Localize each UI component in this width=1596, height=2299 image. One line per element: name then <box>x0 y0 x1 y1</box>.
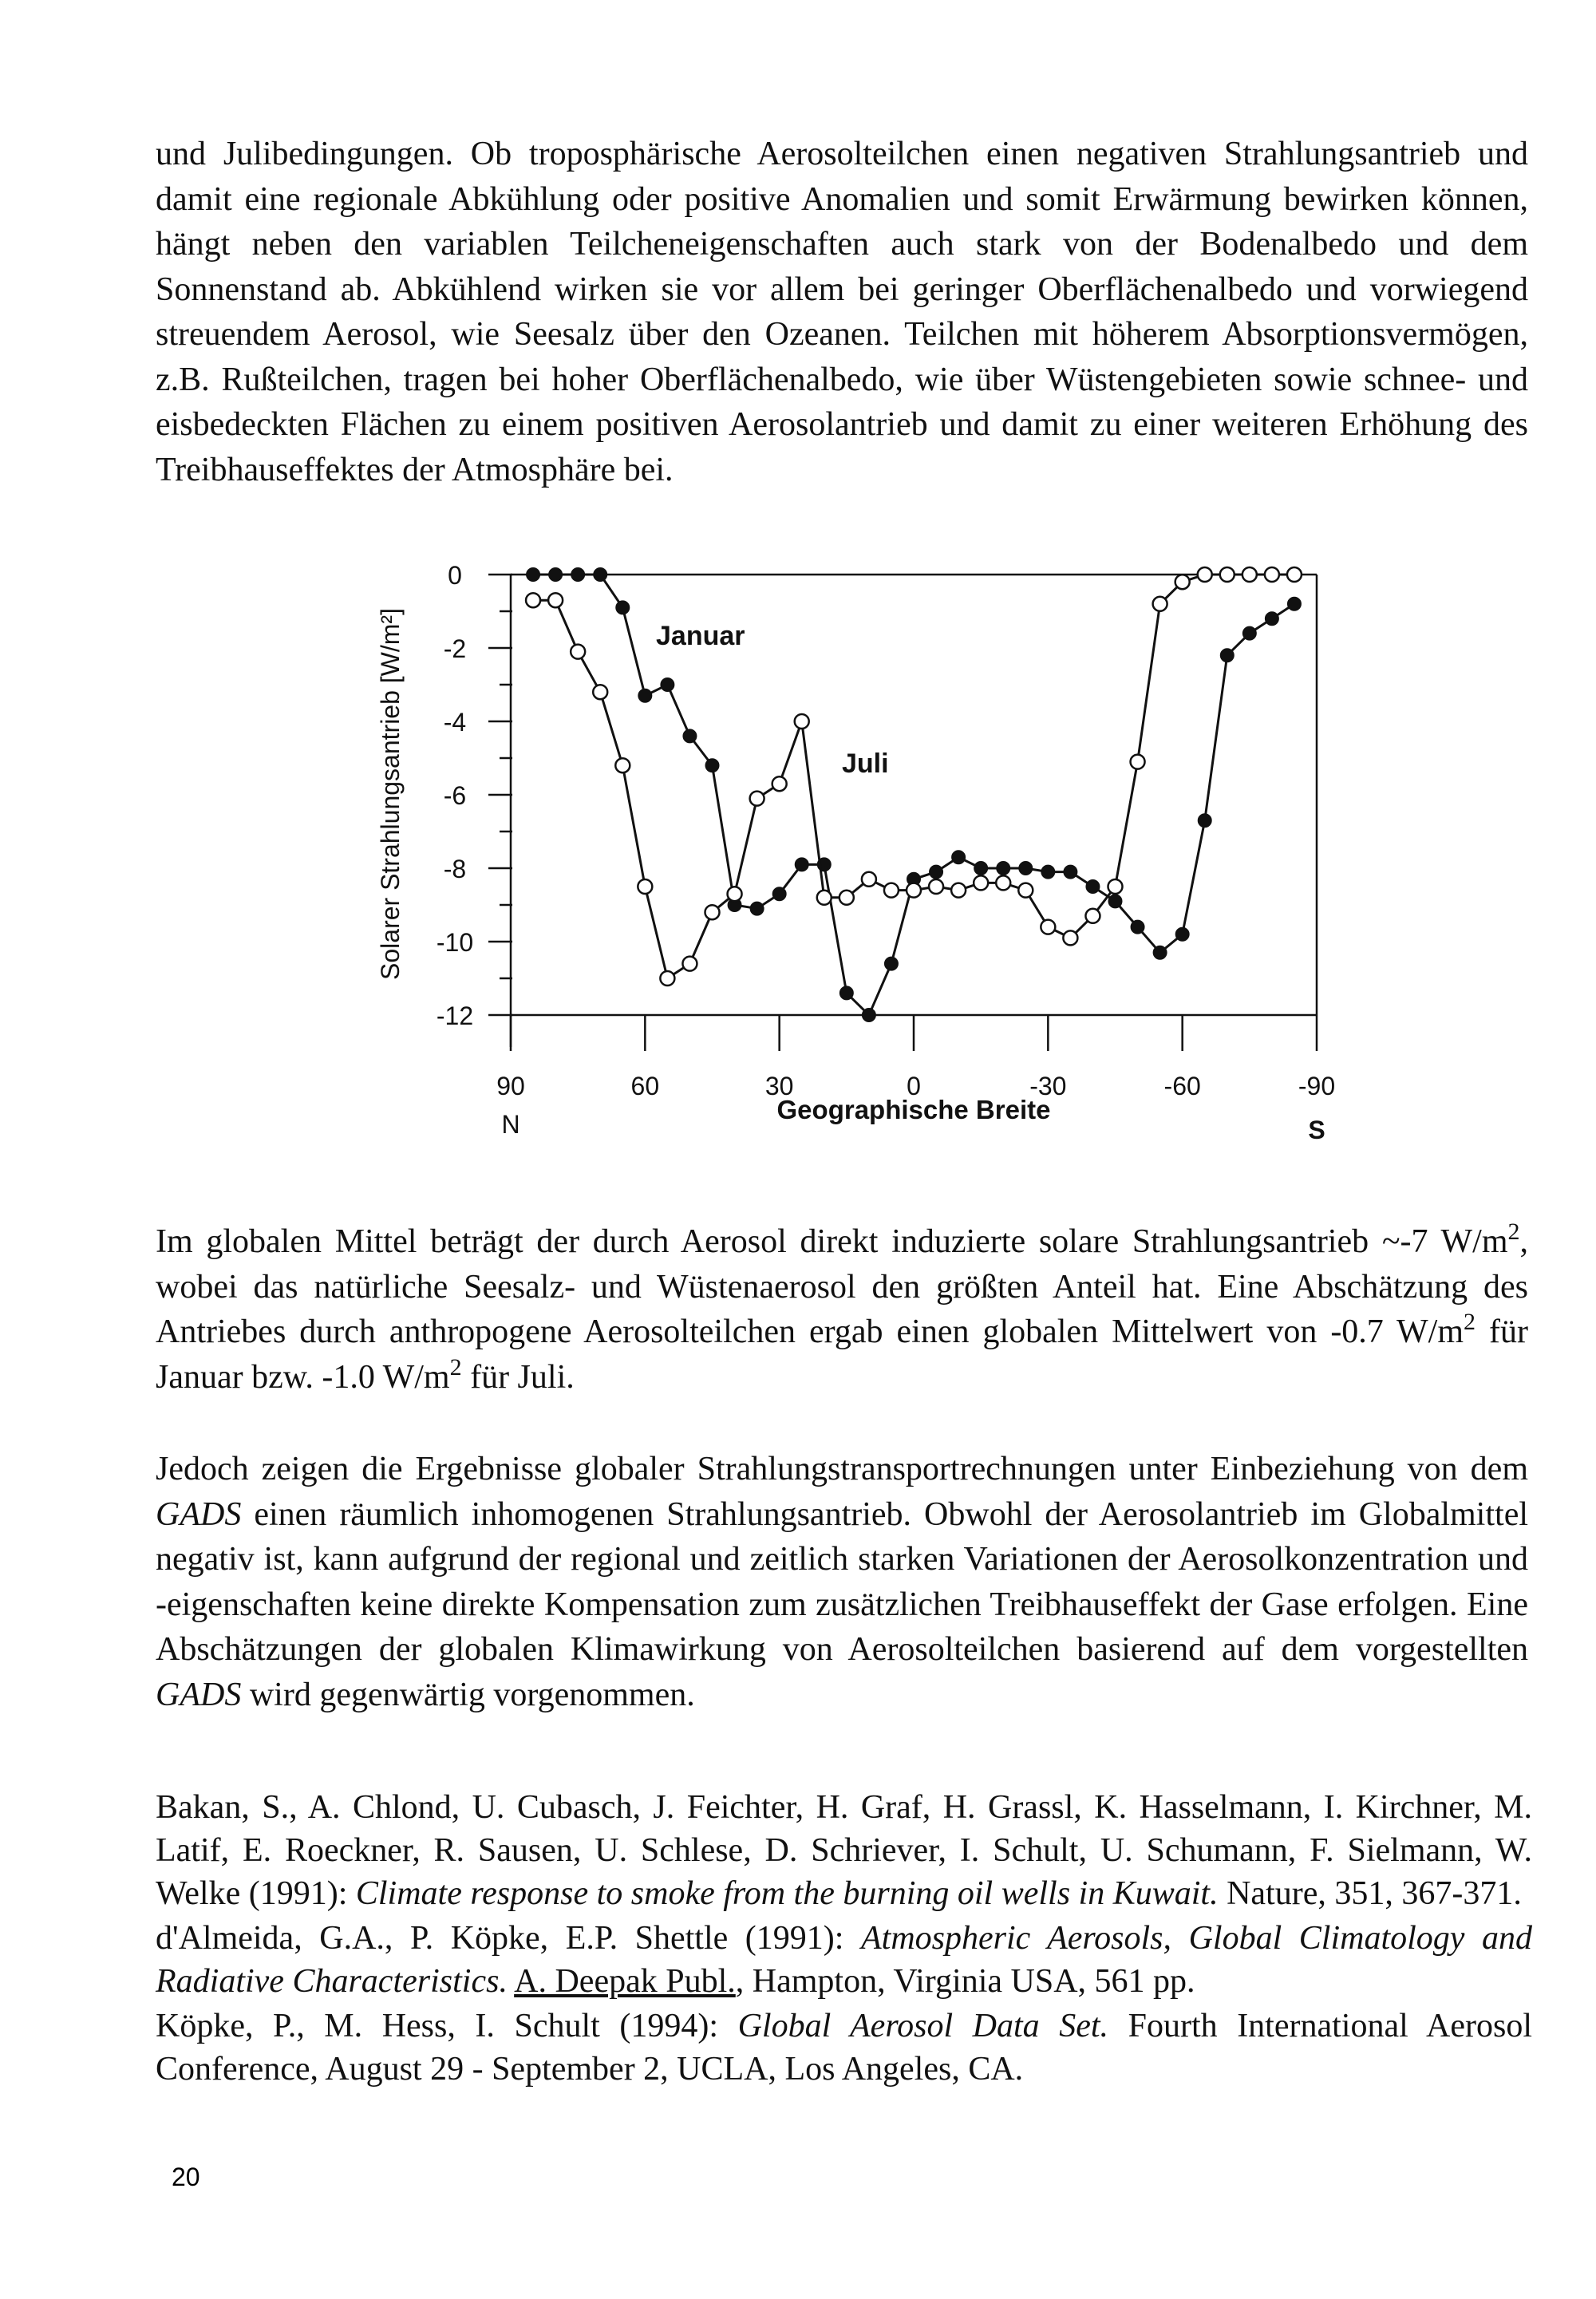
y-tick-label: -2 <box>443 634 467 663</box>
reference-title: Atmospheric Aerosols, Global Climatology and Radiative Characteristics. <box>156 1920 1532 2000</box>
superscript: 2 <box>449 1353 462 1381</box>
data-point-juli <box>1220 567 1235 582</box>
data-point-januar <box>706 759 719 772</box>
y-axis-title: Solarer Strahlungsantrieb [W/m²] <box>376 608 405 980</box>
data-point-juli <box>1198 567 1212 582</box>
data-point-januar <box>1221 649 1234 662</box>
data-point-januar <box>549 568 562 581</box>
data-point-juli <box>1108 879 1123 894</box>
data-point-juli <box>593 685 607 699</box>
x-tick-label: -90 <box>1298 1072 1336 1100</box>
data-point-juli <box>907 883 921 898</box>
data-point-juli <box>951 883 966 898</box>
data-point-januar <box>1132 921 1144 934</box>
y-tick-label: -4 <box>443 708 467 737</box>
data-point-juli <box>795 714 809 729</box>
reference-item <box>156 2005 1532 2091</box>
reference-item <box>156 1917 1532 2003</box>
data-point-juli <box>1242 567 1257 582</box>
reference-authors: Bakan, S., A. Chlond, U. Cubasch, J. Feichter, H. Graf, H. Grassl, K. Hasselmann, I. Kirchner, M. Latif, E. Roeckner, R. Sausen, U. Schlese, D. Schriever, I. Schult, U. Schumann, F. Sielmann, W. Welke (1991): <box>156 1789 1532 1912</box>
paragraph-2-text-d: für Juli. <box>461 1358 575 1396</box>
reference-source: , Hampton, Virginia USA, 561 pp. <box>735 1963 1195 2000</box>
x-tick-label: -30 <box>1029 1072 1067 1100</box>
x-axis-title: Geographische Breite <box>776 1095 1051 1124</box>
data-point-januar <box>1199 814 1211 827</box>
gads-term: GADS <box>156 1676 242 1713</box>
reference-title: Global Aerosol Data Set. <box>737 2008 1109 2044</box>
data-point-juli <box>839 891 854 905</box>
x-label-south: S <box>1308 1116 1325 1144</box>
data-point-januar <box>930 866 942 879</box>
paragraph-2-text-b: , wobei das natürliche Seesalz- und Wüstenaerosol den größten Anteil hat. Eine Abschätzung des Antriebes durch anthropogene Aerosolteilchen ergab einen globalen Mittelwert von -0.7 W/m <box>156 1223 1528 1350</box>
paragraph-2-text-a: Im globalen Mittel beträgt der durch Aerosol direkt induzierte solare Strahlungsantrieb ~-7 W/m <box>156 1223 1508 1260</box>
y-tick-label: 0 <box>448 561 462 590</box>
reference-item <box>156 1786 1532 1915</box>
data-point-juli <box>1175 575 1190 589</box>
data-point-juli <box>682 957 697 971</box>
data-point-juli <box>1287 567 1302 582</box>
x-tick-label: -60 <box>1163 1072 1201 1100</box>
y-tick-label: -12 <box>436 1001 474 1030</box>
reference-publisher: A. Deepak Publ. <box>514 1963 736 2000</box>
reference-list <box>156 1786 1532 2092</box>
reference-source: Fourth International Aerosol Conference, August 29 - September 2, UCLA, Los Angeles, CA. <box>156 2008 1532 2088</box>
data-point-juli <box>1063 930 1077 945</box>
data-point-juli <box>705 905 720 919</box>
data-point-juli <box>526 593 540 607</box>
data-point-januar <box>1019 862 1032 875</box>
series-line-januar <box>533 575 1294 1015</box>
gads-term: GADS <box>156 1495 242 1533</box>
data-point-januar <box>952 851 965 863</box>
data-point-juli <box>1265 567 1279 582</box>
data-point-juli <box>1153 597 1167 611</box>
data-point-januar <box>1109 895 1122 907</box>
data-point-juli <box>638 879 652 894</box>
paragraph-2 <box>156 1219 1528 1400</box>
reference-source: Nature, 351, 367-371. <box>1218 1875 1522 1912</box>
data-point-juli <box>548 593 563 607</box>
data-point-januar <box>527 568 539 581</box>
x-tick-label: 90 <box>496 1072 525 1100</box>
data-point-juli <box>615 758 630 772</box>
x-tick-label: 0 <box>907 1072 921 1100</box>
data-point-januar <box>1288 598 1301 610</box>
paragraph-3-text-b: einen räumlich inhomogenen Strahlungsantrieb. Obwohl der Aerosolantrieb im Globalmittel negativ ist, kann aufgrund der regional und zeitlich starken Variationen der Aerosolkonzentration und -eigenschaften keine direkte Kompensation zum zusätzlichen Treibhauseffekt der Gase erfolgen. Eine Abschätzungen der globalen Klimawirkung von Aerosolteilchen basierend auf dem vorgestellten <box>156 1495 1528 1668</box>
data-point-juli <box>1131 755 1145 769</box>
x-label-north: N <box>501 1110 520 1139</box>
reference-authors: Köpke, P., M. Hess, I. Schult (1994): <box>156 2008 738 2044</box>
data-point-januar <box>571 568 584 581</box>
superscript: 2 <box>1464 1309 1476 1335</box>
data-point-januar <box>594 568 606 581</box>
data-point-juli <box>817 891 832 905</box>
paragraph-3-text-a: Jedoch zeigen die Ergebnisse globaler Strahlungstransportrechnungen unter Einbeziehung von dem <box>156 1451 1528 1487</box>
data-point-januar <box>1086 880 1099 893</box>
series-label-juli: Juli <box>842 749 889 779</box>
series-line-juli <box>533 575 1294 978</box>
data-point-juli <box>728 887 742 901</box>
reference-authors: d'Almeida, G.A., P. Köpke, E.P. Shettle (1991): <box>156 1920 861 1957</box>
data-point-januar <box>840 986 853 999</box>
data-point-juli <box>1085 909 1100 923</box>
data-point-januar <box>616 601 629 614</box>
paragraph-3-text-c: wird gegenwärtig vorgenommen. <box>241 1676 695 1713</box>
page-number: 20 <box>172 2163 200 2191</box>
data-point-januar <box>683 729 696 742</box>
data-point-januar <box>997 862 1009 875</box>
data-point-januar <box>638 689 651 702</box>
data-point-januar <box>974 862 987 875</box>
data-point-januar <box>1064 866 1077 879</box>
data-point-januar <box>863 1009 875 1021</box>
paragraph-1: und Julibedingungen. Ob troposphärische Aerosolteilchen einen negativen Strahlungsantrieb und damit eine regionale Abkühlung oder positive Anomalien und somit Erwärmung bewirken können, hängt neben den variablen Teilcheneigenschaften auch stark von der Bodenalbedo und dem Sonnenstand ab. Abkühlend wirken sie vor allem bei geringer Oberflächenalbedo und vorwiegend streuendem Aerosol, wie Seesalz über den Ozeanen. Teilchen mit höherem Absorptionsvermögen, z.B. Rußteilchen, tragen bei hoher Oberflächenalbedo, wie über Wüstengebieten sowie schnee- und eisbedeckten Flächen zu einem positiven Aerosolantrieb und damit zu einer weiteren Erhöhung des Treibhauseffektes der Atmosphäre bei. <box>156 136 1528 488</box>
data-point-juli <box>1041 920 1055 934</box>
data-point-juli <box>750 792 764 806</box>
data-point-juli <box>862 872 876 887</box>
data-point-juli <box>660 971 674 986</box>
paragraph-2-text-c: für Januar bzw. -1.0 W/m <box>156 1313 1528 1396</box>
data-point-januar <box>1243 627 1256 640</box>
data-point-januar <box>1176 928 1189 941</box>
y-tick-label: -8 <box>443 855 467 883</box>
superscript: 2 <box>1507 1219 1520 1245</box>
data-point-juli <box>884 883 899 898</box>
y-tick-label: -6 <box>443 781 467 810</box>
data-point-januar <box>1154 946 1167 959</box>
data-point-juli <box>772 776 787 791</box>
data-point-januar <box>1266 612 1278 625</box>
data-point-juli <box>1018 883 1033 898</box>
data-point-juli <box>571 645 585 659</box>
data-point-januar <box>796 858 808 871</box>
data-point-januar <box>773 887 786 900</box>
x-tick-label: 60 <box>630 1072 660 1100</box>
series-label-januar: Januar <box>656 621 745 651</box>
data-point-januar <box>661 678 674 691</box>
x-tick-label: 30 <box>764 1072 794 1100</box>
data-point-juli <box>974 875 988 890</box>
paragraph-3 <box>156 1447 1528 1717</box>
data-point-juli <box>996 875 1010 890</box>
data-point-januar <box>1041 866 1054 879</box>
reference-title: Climate response to smoke from the burning oil wells in Kuwait. <box>355 1875 1219 1912</box>
data-point-juli <box>929 879 943 894</box>
data-point-januar <box>751 903 764 915</box>
data-point-januar <box>885 958 898 970</box>
y-tick-label: -10 <box>436 928 474 957</box>
